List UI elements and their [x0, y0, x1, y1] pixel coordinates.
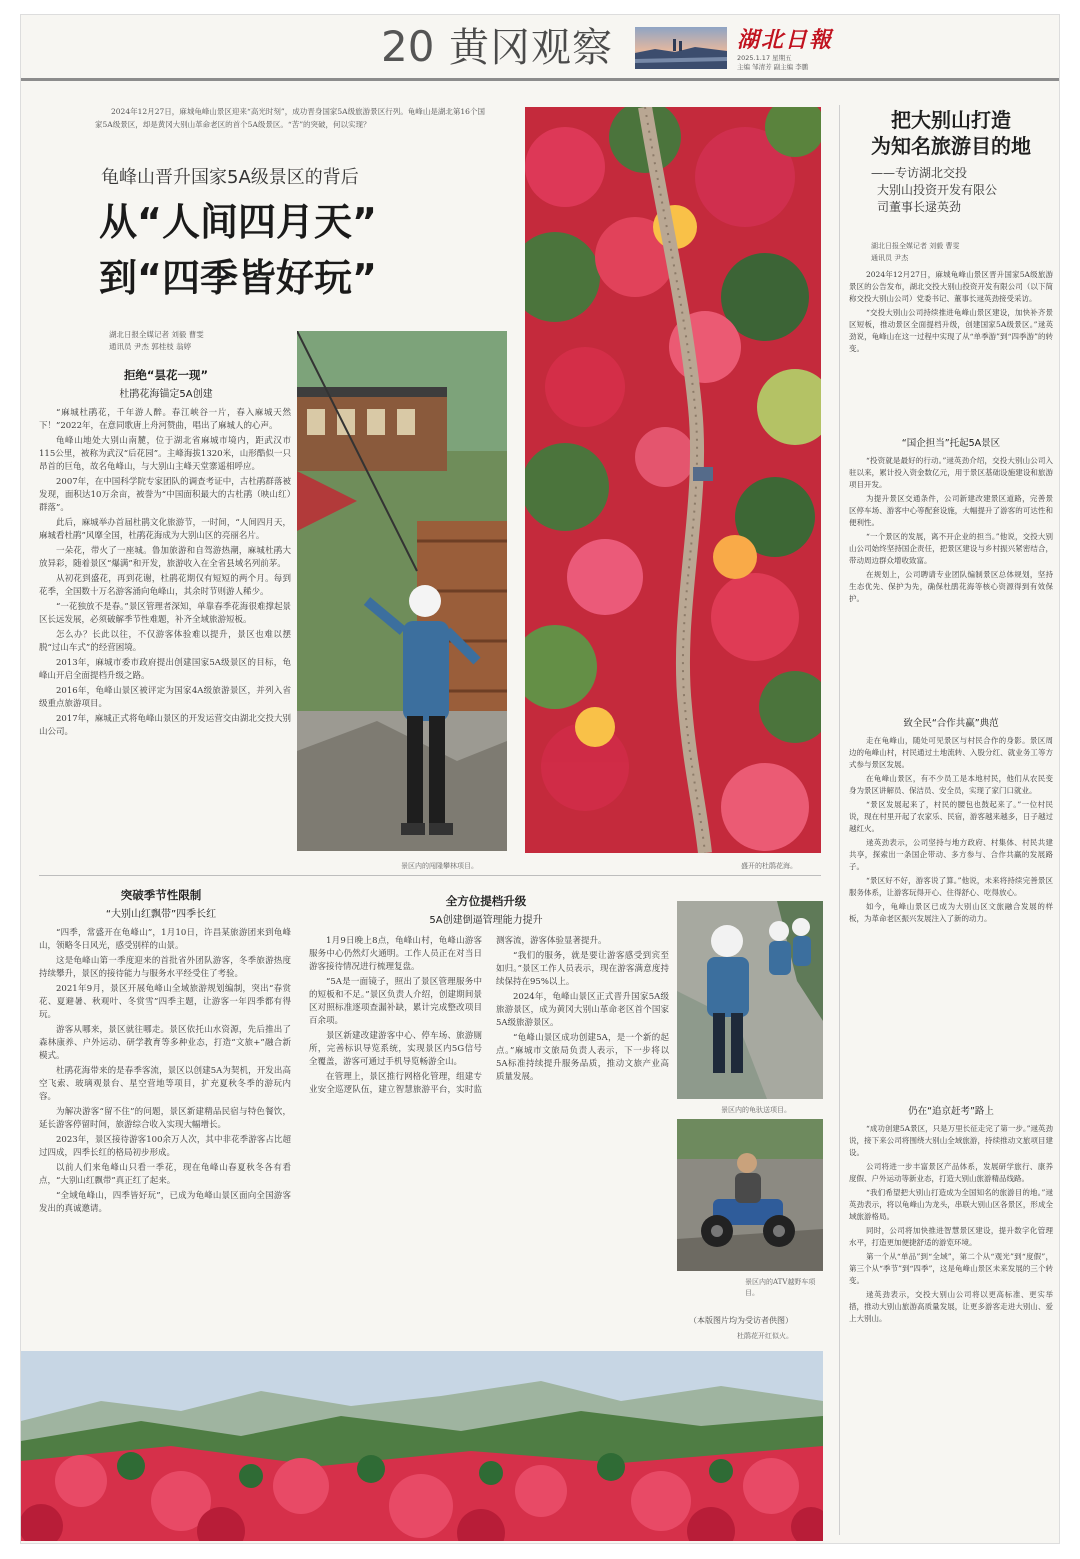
section-1-body: “麻城杜鹃花，千年游人醉。春江峡谷一片，春入麻城天然下！”2022年，在意同歌唐上舟河赞曲，唱出了麻城人的心声。 龟峰山地处大别山南麓，位于湖北省麻城市境内，距武汉市115公里，被称为武汉“后花园”。主峰海拔1320米，山形酷似一只昂首的巨龟，故名龟峰山，与大别山主峰天堂寨遥相呼应。 2007年，在中国科学院专家团队的调查考证中，古杜鹃群落被发现，面积达10万余亩，被誉为“中国面积最大的古杜鹃（映山红）群落”。 此后，麻城举办首届杜鹃文化旅游节，一时间，“人间四月天，麻城看杜鹃”风靡全国，杜鹃花海成为大别山区的亮丽名片。 一朵花，带火了一座城。鲁加旅游和自驾游热潮，麻城杜鹃大放异彩，随着景区“爆满”和开发，旅游收入在全省县域名列前茅。 从初花到盛花，再到花谢，杜鹃花期仅有短短的两个月。每到花季，全国数十万名游客涌向龟峰山，其余时节则游人稀少。 “一花独放不是春。”景区管理者深知，单靠春季花海很难撑起景区长远发展，必须破解季节性难题，补齐全域旅游短板。 怎么办？长此以往，不仅游客体验难以提升，景区也难以摆脱“过山车式”的经营困境。 2013年，麻城市委市政府提出创建国家5A级景区的目标，龟峰山开启全面提档升级之路。 2016年，龟峰山景区被评定为国家4A级旅游景区，并列入省级重点旅游项目。 2017年，麻城正式将龟峰山景区的开发运营交由湖北交投大别山公司。: [39, 408, 291, 737]
headline-line-2: 到“四季皆好玩”: [99, 256, 377, 300]
panorama-photo: [21, 1351, 823, 1541]
interview-section-2-title: 致全民“合作共赢”典范: [903, 718, 999, 729]
paper-logo: 湖北日報: [737, 27, 834, 53]
zipline-caption: 景区内的闯隆攀林项目。: [401, 862, 478, 870]
atv-caption: 景区内的ATV越野车项目。: [745, 1278, 816, 1297]
flower-sea-caption: 盛开的杜鹃花海。: [741, 862, 797, 870]
atv-photo: [677, 1119, 823, 1271]
byline-1: 湖北日报全媒记者 刘毅 曹雯: [109, 330, 204, 339]
interview-section-3-title: 仍在“追京赶考”路上: [908, 1106, 994, 1117]
right-column-rule: [839, 105, 840, 1535]
newspaper-page: [20, 14, 1060, 1544]
page-number: 20: [381, 22, 435, 71]
section-1-subtitle: 杜鹃花海锚定5A创建: [119, 389, 213, 400]
interview-headline-2: 为知名旅游目的地: [871, 134, 1031, 158]
interview-section-1-title: “国企担当”托起5A景区: [901, 438, 1001, 449]
lead-paragraph: 2024年12月27日，麻城龟峰山景区迎来“高光时刻”，成功晋身国家5A级旅游景区行列。龟峰山是湖北第16个国家5A级景区，却是黄冈大别山革命老区的首个5A级景区。“苦”的突破，何以实现？: [95, 107, 485, 129]
interview-section-2-body: 走在龟峰山，随处可见景区与村民合作的身影。景区周边的龟峰山村，村民通过土地流转、入股分红、就业务工等方式参与景区发展。 在龟峰山景区，有不少员工是本地村民，他们从农民变身为景区讲解员、保洁员、安全员，实现了家门口就业。 “景区发展起来了，村民的腰包也鼓起来了。”一位村民说，现在村里开起了农家乐、民宿，游客越来越多，日子越过越红火。 逯英劲表示，公司坚持与地方政府、村集体、村民共建共享，探索出一条国企带动、多方参与、合作共赢的发展路子。 “景区好不好，游客说了算。”他说，未来将持续完善景区服务体系，让游客玩得开心、住得舒心、吃得放心。 如今，龟峰山景区已成为大别山区文旅融合发展的样板，为革命老区振兴发展注入了新的动力。: [849, 736, 1053, 923]
climbers-photo: [677, 901, 823, 1099]
climbers-caption: 景区内的龟驮送项目。: [721, 1106, 791, 1114]
section-1-title: 拒绝“昙花一现”: [123, 368, 209, 382]
interview-byline-2: 通讯员 尹杰: [871, 254, 909, 262]
section-3-title: 全方位提档升级: [445, 894, 527, 908]
photo-credit-note: （本版图片均为受访者供图）: [689, 1316, 793, 1325]
panorama-caption: 杜鹃花开红似火。: [737, 1332, 793, 1340]
section-2-title: 突破季节性限制: [120, 888, 202, 902]
interview-section-1-body: “投资就是最好的行动。”逯英劲介绍，交投大别山公司入驻以来，累计投入资金数亿元，用于景区基础设施建设和旅游项目开发。 为提升景区交通条件，公司新建改建景区道路，完善景区停车场、游客中心等配套设施，大幅提升了游客的可达性和便利性。 “一个景区的发展，离不开企业的担当。”他说，交投大别山公司始终坚持国企责任，把景区建设与乡村振兴紧密结合，带动周边群众增收致富。 在规划上，公司聘请专业团队编制景区总体规划，坚持生态优先、保护为先，确保杜鹃花海等核心资源得到有效保护。: [849, 456, 1053, 603]
flower-sea-photo: [525, 107, 821, 853]
section-2-subtitle: “大别山红飘带”四季长红: [105, 909, 217, 920]
interview-intro: 2024年12月27日，麻城龟峰山景区晋升国家5A级旅游景区的公告发布，湖北交投大别山投资开发有限公司（以下简称交投大别山公司）党委书记、董事长逯英劲接受采访。 “交投大别山公司持续推进龟峰山景区建设，加快补齐景区短板，推动景区全面提档升级，创建国家5A级景区。”逯英劲说，龟峰山在这一过程中实现了从“单季游”到“四季游”的转变。: [849, 270, 1053, 353]
interview-headline-1: 把大别山打造: [891, 108, 1011, 132]
interview-subtitle-1: ——专访湖北交投: [871, 166, 968, 180]
masthead-photo: [635, 27, 727, 69]
interview-byline-1: 湖北日报全媒记者 刘毅 曹雯: [871, 242, 960, 250]
section-title: 黄冈观察: [449, 25, 613, 71]
headline-line-1: 从“人间四月天”: [99, 200, 377, 244]
editor-line: 主编 邹清芳 副主编 李鹏: [737, 63, 809, 71]
date-line: 2025.1.17 星期五: [737, 54, 792, 62]
masthead-rule: [21, 78, 1060, 81]
zipline-photo: [297, 331, 507, 851]
byline-2: 通讯员 尹杰 郭桂枝 翁婷: [109, 342, 192, 351]
section-3-subtitle: 5A创建倒逼管理能力提升: [429, 915, 543, 926]
section-3-body: 1月9日晚上8点，龟峰山村，龟峰山游客服务中心仍然灯火通明。工作人员正在对当日游客接待情况进行梳理复盘。 “5A是一面镜子，照出了景区管理服务中的短板和不足。”景区负责人介绍，创建期间景区对照标准逐项查漏补缺，累计完成整改项目百余项。 景区新建改建游客中心、停车场、旅游厕所，完善标识导览系统，实现景区内5G信号全覆盖，游客可通过手机导览畅游全山。 在管理上，景区推行网格化管理，组建专业安全巡逻队伍，建立智慧旅游平台，实时监测客流，游客体验显著提升。 “我们的服务，就是要让游客感受到宾至如归。”景区工作人员表示，现在游客满意度持续保持在95%以上。 2024年，龟峰山景区正式晋升国家5A级旅游景区，成为黄冈大别山革命老区首个国家5A级旅游景区。 “龟峰山景区成功创建5A，是一个新的起点。”麻城市文旅局负责人表示，下一步将以5A标准持续提升服务品质，推动文旅产业高质量发展。: [309, 936, 669, 1095]
interview-subtitle-2: 大别山投资开发有限公: [877, 183, 998, 197]
kicker: 龟峰山晋升国家5A级景区的背后: [101, 167, 359, 188]
interview-section-3-body: “成功创建5A景区，只是万里长征走完了第一步。”逯英劲说，接下来公司将围绕大别山全域旅游，持续推动文旅项目建设。 公司将进一步丰富景区产品体系，发展研学旅行、康养度假、户外运动等新业态，打造大别山旅游精品线路。 “我们希望把大别山打造成为全国知名的旅游目的地。”逯英劲表示，将以龟峰山为龙头，串联大别山区各景区，形成全域旅游格局。 同时，公司将加快推进智慧景区建设，提升数字化管理水平，打造更加便捷舒适的游览环境。 第一个从“单品”到“全域”，第二个从“观光”到“度假”，第三个从“季节”到“四季”，这是龟峰山景区未来发展的三个转变。 逯英劲表示，交投大别山公司将以更高标准、更实举措，推动大别山旅游高质量发展，让更多游客走进大别山、爱上大别山。: [849, 1124, 1053, 1323]
mid-rule: [39, 875, 821, 876]
interview-subtitle-3: 司董事长逯英劲: [877, 200, 962, 214]
section-2-body: “四季，常盛开在龟峰山”，1月10日，许昌某旅游团来到龟峰山，领略冬日风光，感受别样的山景。 这是龟峰山第一季度迎来的首批省外团队游客，冬季旅游热度持续攀升，景区的接待能力与服务水平经受住了考验。 2021年9月，景区开展龟峰山全域旅游规划编制，突出“春赏花、夏避暑、秋观叶、冬赏雪”四季主题，让游客一年四季都有得玩。 游客从哪来，景区就往哪走。景区依托山水资源，先后推出了森林康养、户外运动、研学教育等多种业态，打造“文旅+”融合新模式。 杜鹃花海带来的是春季客流，景区以创建5A为契机，开发出高空飞索、玻璃观景台、星空营地等项目，扩充夏秋冬季的游玩内容。 为解决游客“留不住”的问题，景区新建精品民宿与特色餐饮，延长游客停留时间，旅游综合收入实现大幅增长。 2023年，景区接待游客100余万人次，其中非花季游客占比超过四成，四季长红的格局初步形成。 以前人们来龟峰山只看一季花，现在龟峰山春夏秋冬各有看点，“大别山红飘带”真正红了起来。 “全域龟峰山，四季皆好玩”，已成为龟峰山景区面向全国游客发出的真诚邀请。: [39, 928, 291, 1214]
